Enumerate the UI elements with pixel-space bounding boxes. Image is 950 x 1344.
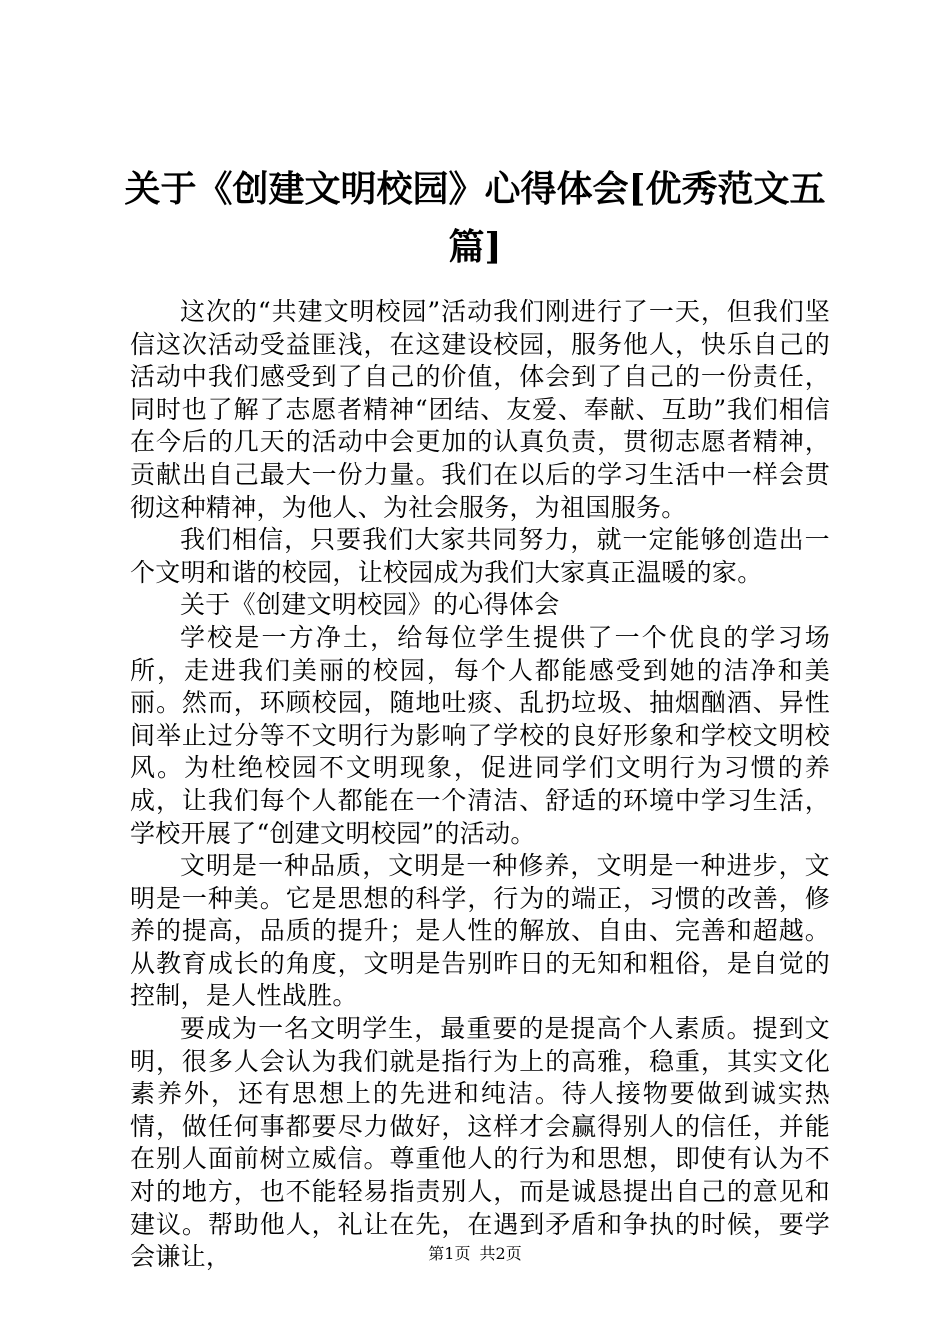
paragraph-1: 这次的“共建文明校园”活动我们刚进行了一天，但我们坚信这次活动受益匪浅，在这建设校园，服务他人，快乐自己的活动中我们感受到了自己的价值，体会到了自己的一份责任，同时也了解了志愿者精神“团结、友爱、奉献、互助”我们相信在今后的几天的活动中会更加的认真负责，贯彻志愿者精神，贡献出自己最大一份力量。我们在以后的学习生活中一样会贯彻这种精神，为他人、为社会服务，为祖国服务。 (130, 297, 830, 522)
document-title: 关于《创建文明校园》心得体会[优秀范文五篇] (124, 168, 826, 268)
paragraph-5: 要成为一名文明学生，最重要的是提高个人素质。提到文明，很多人会认为我们就是指行为上的高雅，稳重，其实文化素养外，还有思想上的先进和纯洁。待人接物要做到诚实热情，做任何事都要尽力做好，这样才会赢得别人的信任，并能在别人面前树立威信。尊重他人的行为和思想，即使有认为不对的地方，也不能轻易指责别人，而是诚恳提出自己的意见和建议。帮助他人，礼让在先，在遇到矛盾和争执的时候，要学会谦让， (130, 1014, 830, 1272)
page-number-current: 第1页 (428, 1244, 471, 1263)
paragraph-4: 文明是一种品质，文明是一种修养，文明是一种进步，文明是一种美。它是思想的科学，行为的端正，习惯的改善，修养的提高，品质的提升；是人性的解放、自由、完善和超越。从教育成长的角度，文明是告别昨日的无知和粗俗，是自觉的控制，是人性战胜。 (130, 851, 830, 1011)
document-body (130, 296, 830, 1274)
paragraph-2: 我们相信，只要我们大家共同努力，就一定能够创造出一个文明和谐的校园，让校园成为我们大家真正温暖的家。 (130, 525, 830, 587)
page-number-total: 共2页 (479, 1244, 522, 1263)
section-heading: 关于《创建文明校园》的心得体会 (180, 590, 560, 620)
page-footer (0, 1244, 950, 1264)
paragraph-3: 学校是一方净土，给每位学生提供了一个优良的学习场所，走进我们美丽的校园，每个人都能感受到她的洁净和美丽。然而，环顾校园，随地吐痰、乱扔垃圾、抽烟酗酒、异性间举止过分等不文明行为影响了学校的良好形象和学校文明校风。为杜绝校园不文明现象，促进同学们文明行为习惯的养成，让我们每个人都能在一个清洁、舒适的环境中学习生活，学校开展了“创建文明校园”的活动。 (130, 622, 830, 848)
